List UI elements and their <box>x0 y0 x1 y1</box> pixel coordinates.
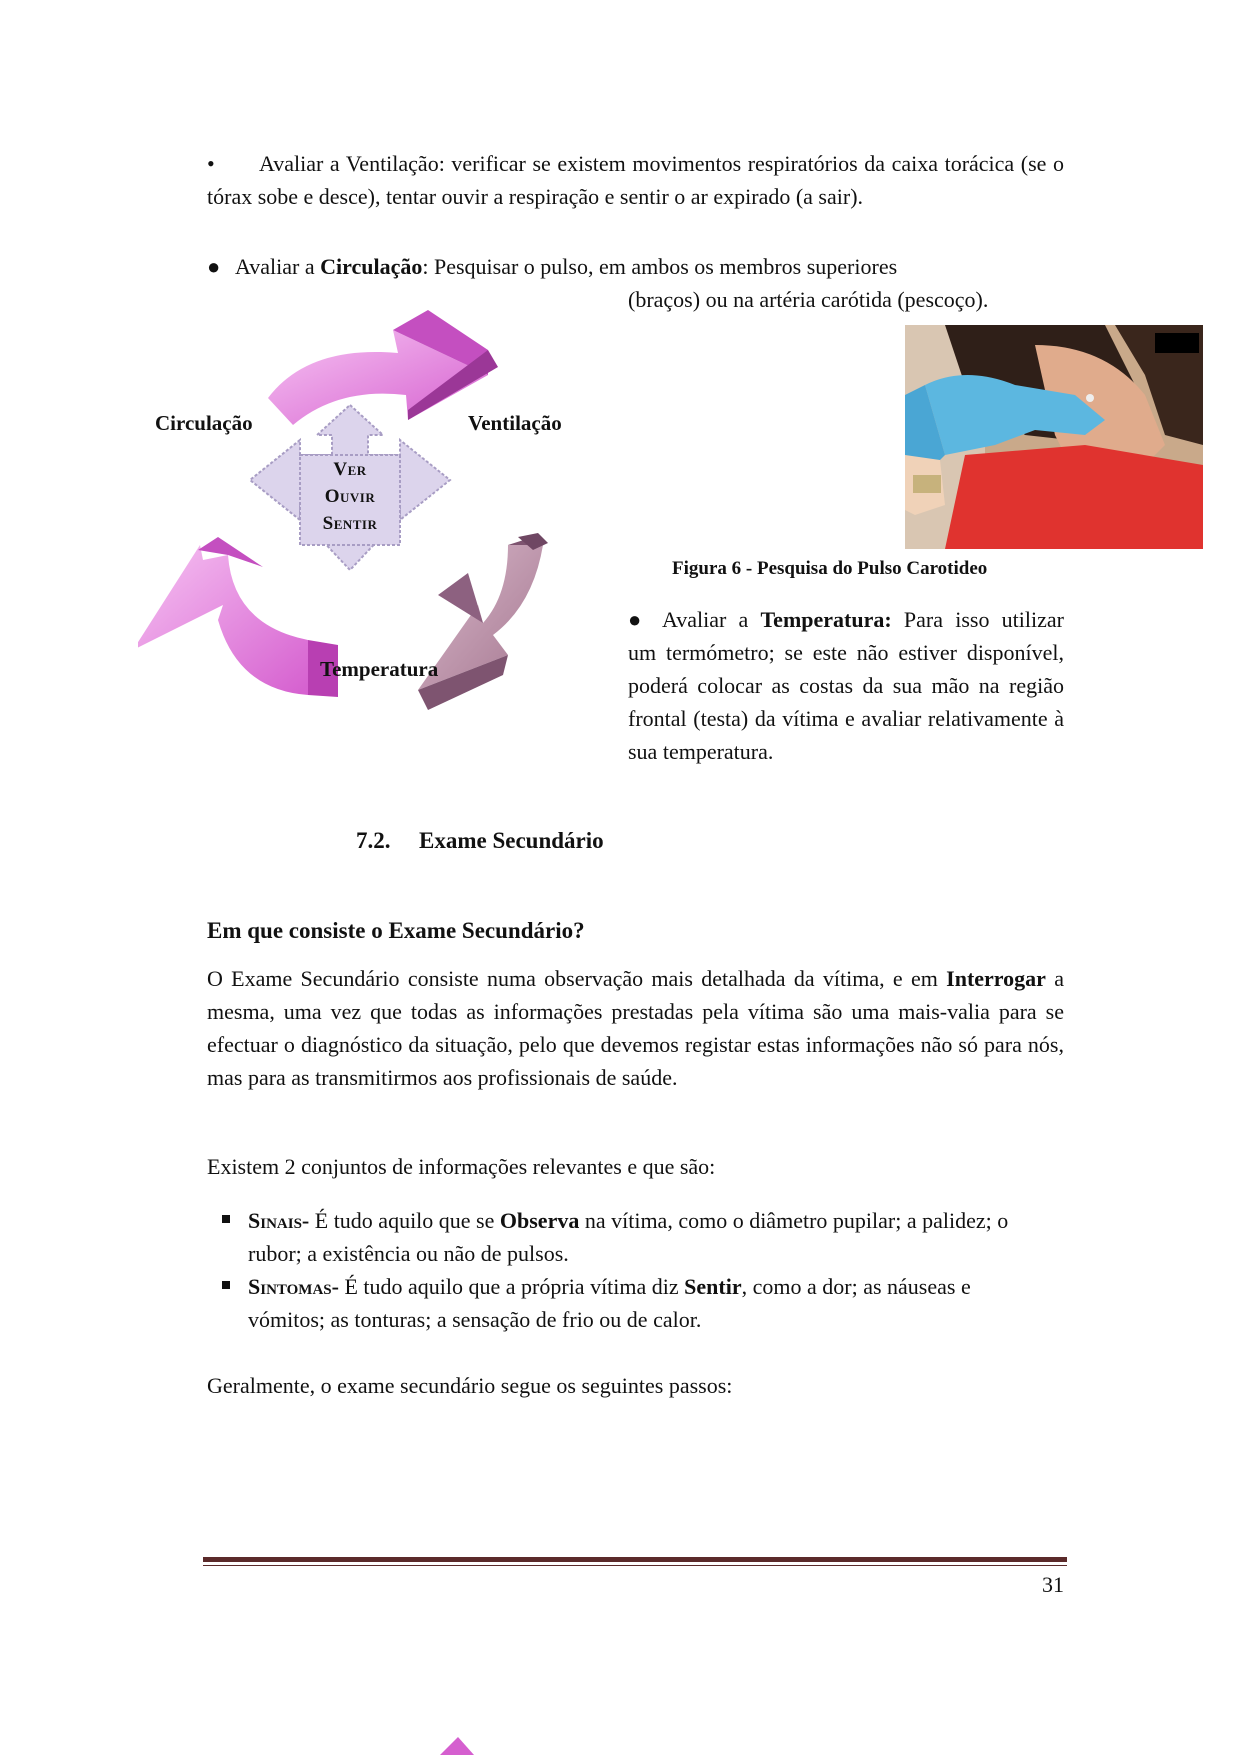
temperatura-pre: Avaliar a <box>662 607 761 632</box>
p1-pre: O Exame Secundário consiste numa observação mais detalhada da vítima, e em <box>207 966 947 991</box>
arrow-top <box>268 310 498 425</box>
ventilacao-text: Avaliar a Ventilação: verificar se existem movimentos respiratórios da caixa torácica (se o tórax sobe e desce), tentar ouvir a respiração e sentir o ar expirado (a sair). <box>207 151 1064 209</box>
circulacao-bold: Circulação <box>320 254 423 279</box>
square-bullet <box>222 1215 230 1223</box>
circulacao-line2: (braços) ou na artéria carótida (pescoço). <box>628 287 989 312</box>
section-question: Em que consiste o Exame Secundário? <box>207 918 585 943</box>
temperatura-bold: Temperatura: <box>760 607 892 632</box>
photo-illustration <box>905 325 1203 549</box>
sinais-post: na vítima, como o diâmetro pupilar; a palidez; o rubor; a existência ou não de pulsos. <box>248 1208 1009 1266</box>
arrow-left <box>138 537 338 697</box>
bullet-dot: • <box>207 151 215 176</box>
circulacao-paragraph <box>207 250 1064 283</box>
list-item-sinais <box>248 1204 1048 1270</box>
cycle-diagram <box>138 305 618 725</box>
list-item-sintomas <box>248 1270 1048 1336</box>
temperatura-post: Para isso utilizar um termómetro; se este não estiver disponível, poderá colocar as costas da sua mão na região frontal (testa) da vítima e avaliar relativamente à sua temperatura. <box>628 607 1064 764</box>
bullet-dot: ● <box>628 607 642 632</box>
sintomas-post: , como a dor; as náuseas e vómitos; as tonturas; a sensação de frio ou de calor. <box>248 1274 971 1332</box>
sinais-bold: Observa <box>499 1208 580 1233</box>
arrow-fragment <box>440 1735 480 1755</box>
sinais-pre: É tudo aquilo que se <box>309 1208 500 1233</box>
circulacao-post: : Pesquisar o pulso, em ambos os membros superiores <box>422 254 898 279</box>
bullet-dot: ● <box>207 254 221 279</box>
p1-bold: Interrogar <box>946 966 1046 991</box>
center-text-ver: Ver <box>333 459 367 480</box>
sintomas-label: Sintomas- <box>248 1274 339 1299</box>
circulacao-pre: Avaliar a <box>235 254 321 279</box>
footer-rule <box>203 1557 1067 1562</box>
label-ventilacao: Ventilação <box>468 411 562 435</box>
sintomas-bold: Sentir <box>684 1274 742 1299</box>
footer-rule-thin <box>203 1565 1067 1566</box>
section-title: Exame Secundário <box>419 828 604 853</box>
square-bullet <box>222 1281 230 1289</box>
label-temperatura: Temperatura <box>320 657 439 681</box>
center-text-sentir: Sentir <box>322 513 378 534</box>
figure-caption: Figura 6 - Pesquisa do Pulso Carotideo <box>672 558 988 579</box>
p1-post: a mesma, uma vez que todas as informações prestadas pela vítima são uma mais-valia para se efectuar o diagnóstico da situação, pelo que devemos registar estas informações não só para nós, mas para as transmitirmos aos profissionais de saúde. <box>207 966 1064 1090</box>
sintomas-pre: É tudo aquilo que a própria vítima diz <box>338 1274 685 1299</box>
paragraph-3: Geralmente, o exame secundário segue os seguintes passos: <box>207 1373 733 1398</box>
page-number: 31 <box>1042 1572 1064 1597</box>
arrow-fragment-graphic <box>440 1735 480 1755</box>
label-circulacao: Circulação <box>155 411 253 435</box>
sinais-label: Sinais- <box>248 1208 310 1233</box>
temperatura-paragraph <box>628 603 1064 768</box>
center-text-box <box>300 453 400 545</box>
ventilacao-paragraph <box>207 147 1064 213</box>
paragraph-1 <box>207 962 1064 1094</box>
paragraph-2: Existem 2 conjuntos de informações relevantes e que são: <box>207 1154 716 1179</box>
section-heading <box>356 828 604 854</box>
center-text-ouvir: Ouvir <box>324 486 376 507</box>
carotid-pulse-photo <box>905 325 1203 549</box>
section-number: 7.2. <box>356 828 391 853</box>
arrow-right <box>418 533 548 710</box>
